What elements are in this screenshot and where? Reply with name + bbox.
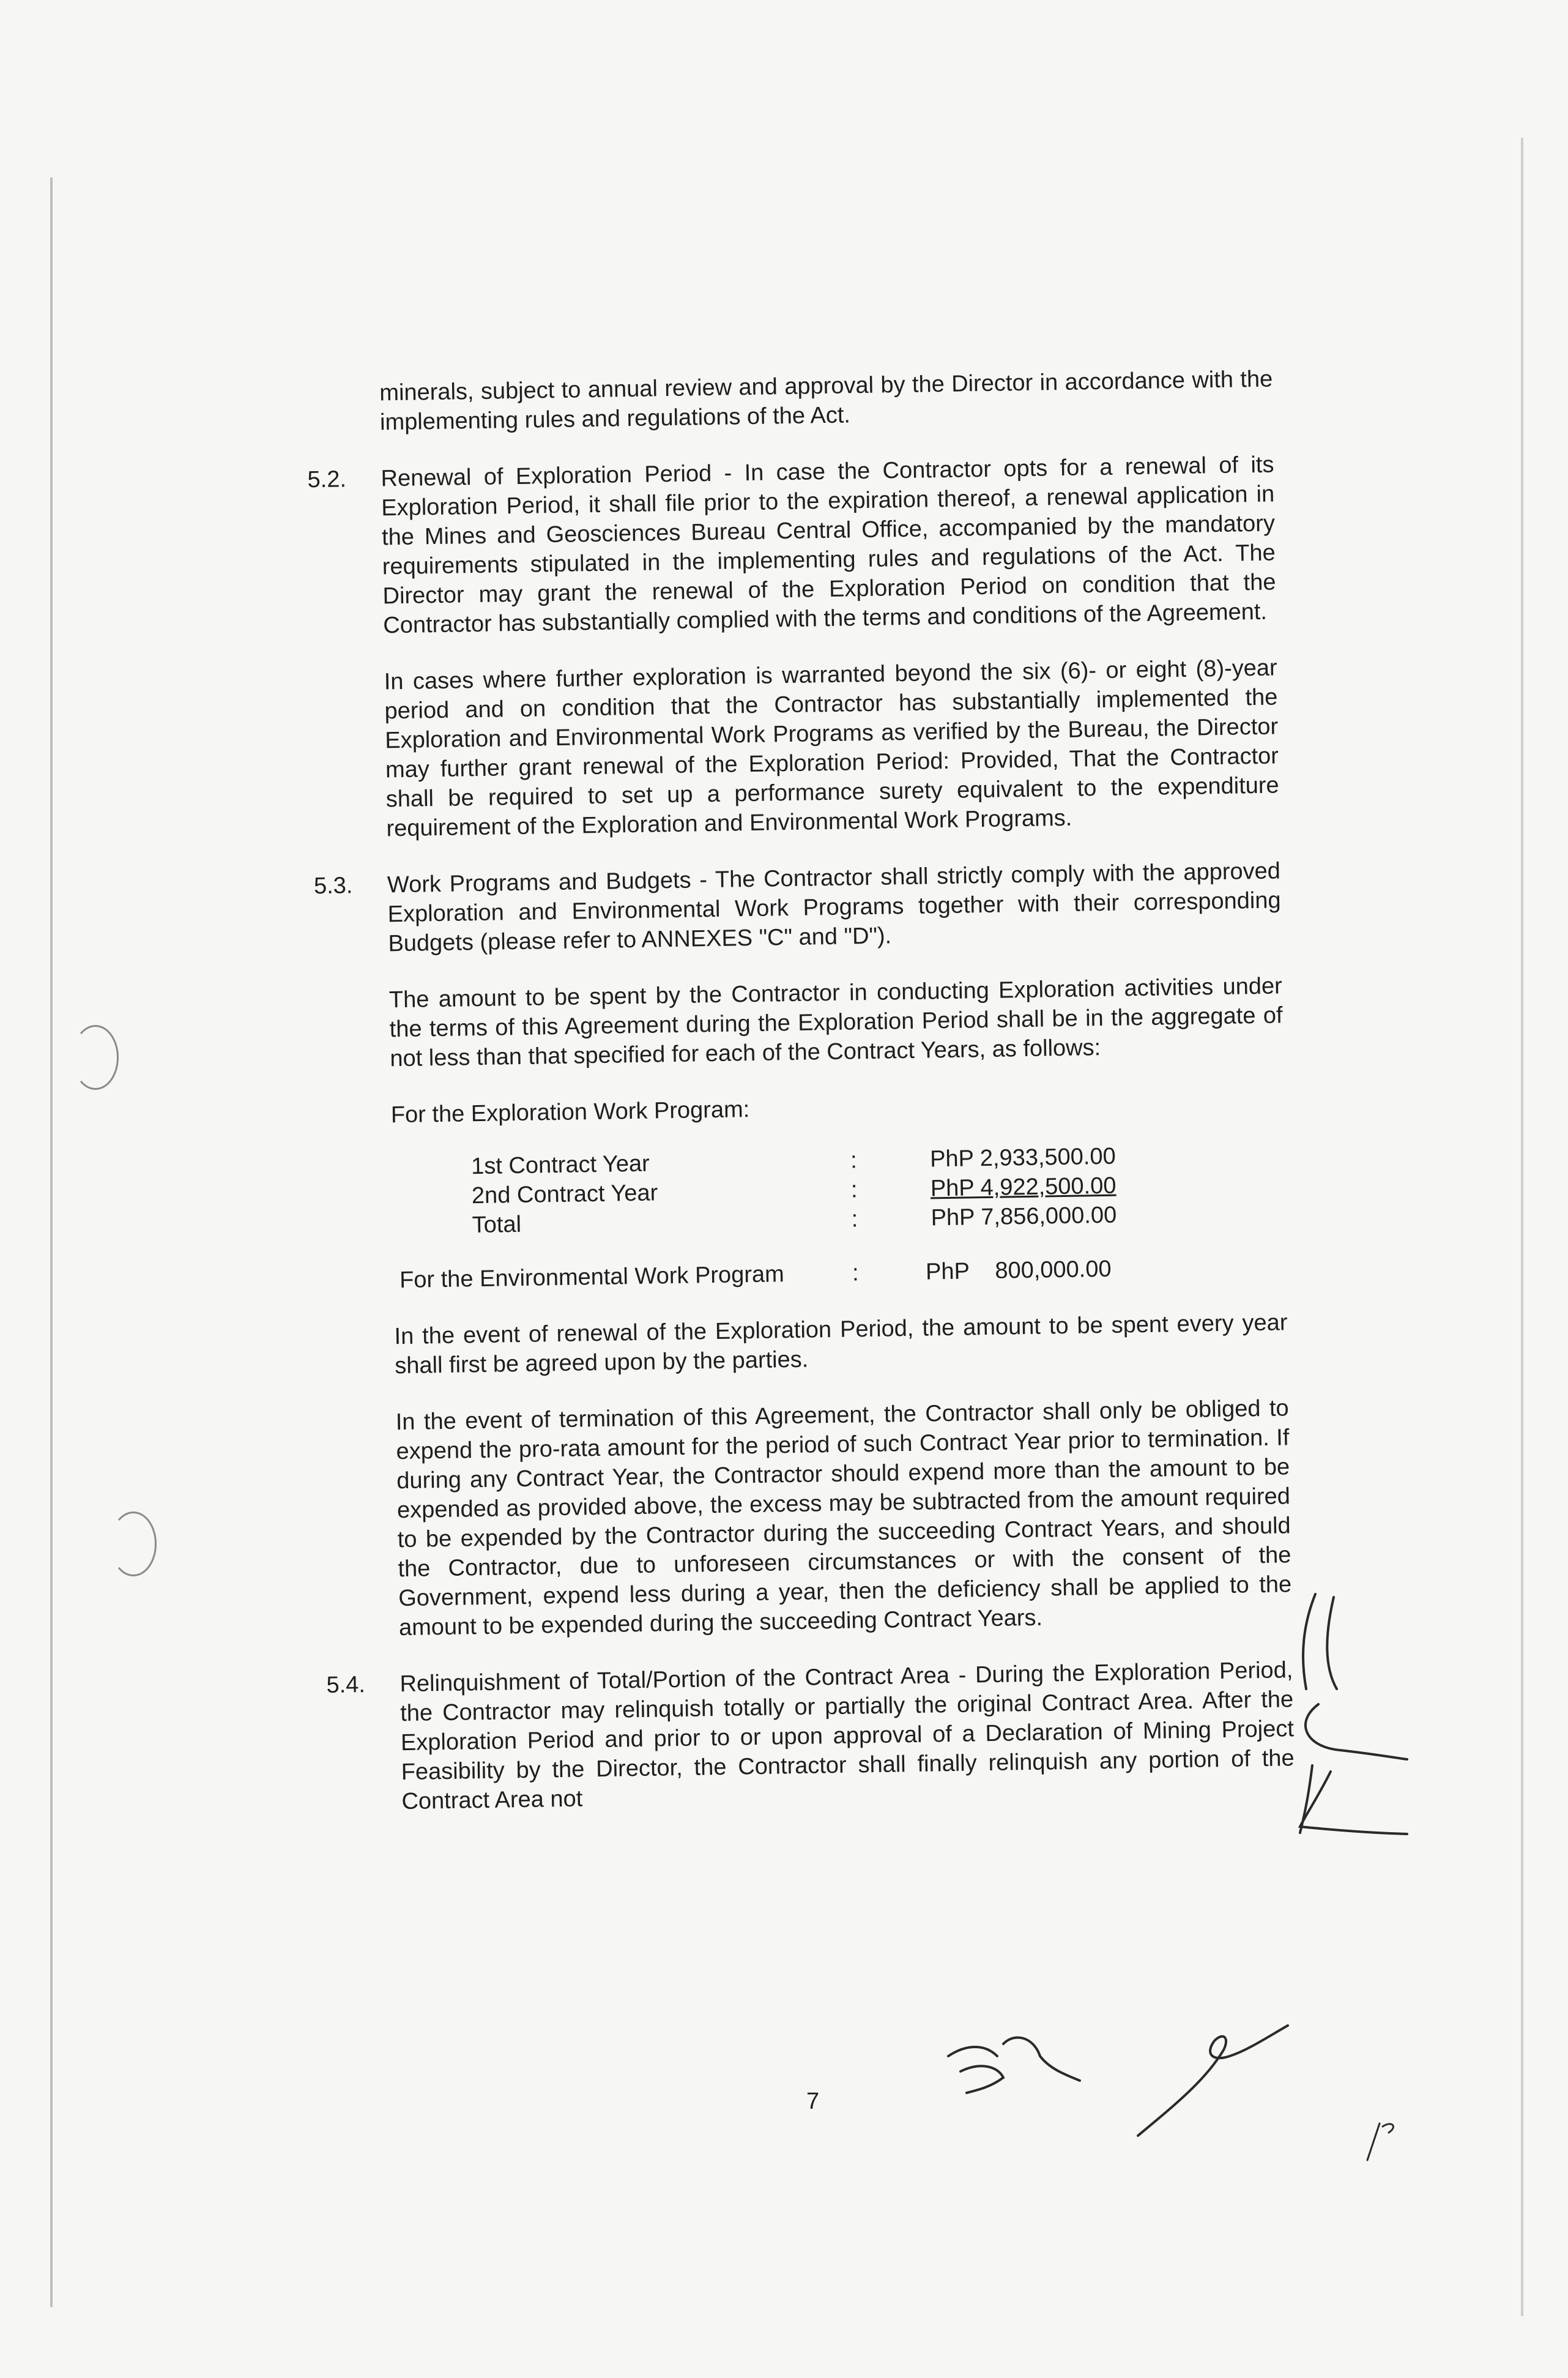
environmental-amount: PhP 800,000.00 <box>925 1256 1112 1285</box>
budget-colon: : <box>850 1177 858 1203</box>
section-number: 5.4. <box>326 1672 366 1699</box>
budget-amount: PhP 2,933,500.00 <box>929 1143 1117 1172</box>
budget-colon: : <box>850 1147 858 1174</box>
section-5-4 <box>326 1655 1295 1817</box>
budget-label: Total <box>472 1211 522 1239</box>
section-paragraph: Renewal of Exploration Period - In case the Contractor opts for a renewal of its Exploration Period, it shall file prior to the expiration thereof, a renewal application in the Mines and Geosciences Bureau Central Office, accompanied by the mandatory requirements stipulated in the implementing rules and regulations of the Act. The Director may grant the renewal of the Exploration Period on condition that the Contractor has substantially complied with the terms and conditions of the Agreement. <box>381 452 1276 639</box>
section-paragraph: Relinquishment of Total/Portion of the Contract Area - During the Exploration Period, the Contractor may relinquish totally or partially the original Contract Area. After the Exploration Period and prior to or upon approval of a Declaration of Mining Project Feasibility by the Director, the Contractor shall finally relinquish any portion of the Contract Area not <box>399 1657 1295 1815</box>
budget-amount: PhP 4,922,500.00 <box>930 1172 1117 1202</box>
section-paragraph: In the event of termination of this Agreement, the Contractor shall only be obliged to expend the pro-rata amount for the period of such Contract Year prior to termination. If during any Contract Year, the Contractor should expend more than the amount to be expended as provided above, the excess may be subtracted from the amount required to be expended by the Contractor during the succeeding Contract Years, and should the Contractor, due to unforeseen circumstances or with the consent of the Government, expend less during a year, then the deficiency shall be applied to the amount to be expended during the succeeding Contract Years. <box>395 1395 1292 1641</box>
environmental-budget-row <box>399 1251 1287 1295</box>
environmental-colon: : <box>852 1260 859 1286</box>
section-number: 5.2. <box>307 466 347 493</box>
section-paragraph: The amount to be spent by the Contractor in conducting Exploration activities under the terms of this Agreement during the Exploration Period shall be in the aggregate of not less than that specified for each of the Contract Years, as follows: <box>388 973 1283 1072</box>
section-5-3 <box>313 856 1293 1643</box>
intro-paragraph: minerals, subject to annual review and approval by the Director in accordance with the implementing rules and regulations of the Act. <box>379 366 1273 436</box>
corner-mark <box>1361 2114 1404 2163</box>
section-number: 5.3. <box>313 873 353 900</box>
exploration-budget-table <box>471 1139 1286 1240</box>
margin-initials-signature <box>1282 1582 1410 1839</box>
document-body <box>307 364 1295 1844</box>
section-5-2 <box>307 450 1280 844</box>
page-right-edge <box>1521 138 1523 2316</box>
page-left-edge <box>50 177 53 2307</box>
punch-hole-top <box>72 1025 119 1090</box>
section-paragraph: In the event of renewal of the Exploration Period, the amount to be spent every year shall first be agreed upon by the parties. <box>394 1310 1288 1379</box>
budget-colon: : <box>851 1206 858 1232</box>
budget-amount: PhP 7,856,000.00 <box>931 1202 1117 1231</box>
initials-signature-left <box>942 2019 1083 2105</box>
page-number: 7 <box>806 2089 820 2114</box>
budget-label: 1st Contract Year <box>470 1150 650 1180</box>
environmental-label: For the Environmental Work Program <box>399 1261 785 1294</box>
punch-hole-bottom <box>110 1511 157 1576</box>
budget-label: 2nd Contract Year <box>471 1180 658 1209</box>
initials-signature-right <box>1132 2013 1291 2142</box>
section-paragraph: Work Programs and Budgets - The Contractor shall strictly comply with the approved Exploration and Environmental Work Programs together with their corresponding Budgets (please refer to ANNEXES "C" and "D"). <box>387 858 1281 957</box>
exploration-heading: For the Exploration Work Program: <box>390 1097 750 1128</box>
section-paragraph: In cases where further exploration is warranted beyond the six (6)- or eight (8)-year period and on condition that the Contractor has substantially implemented the Exploration and Environmental Work Programs as verified by the Bureau, the Director may further grant renewal of the Exploration Period: Provided, That the Contractor shall be required to set up a performance surety equivalent to the expenditure requirement of the Exploration and Environmental Work Programs. <box>384 655 1279 842</box>
